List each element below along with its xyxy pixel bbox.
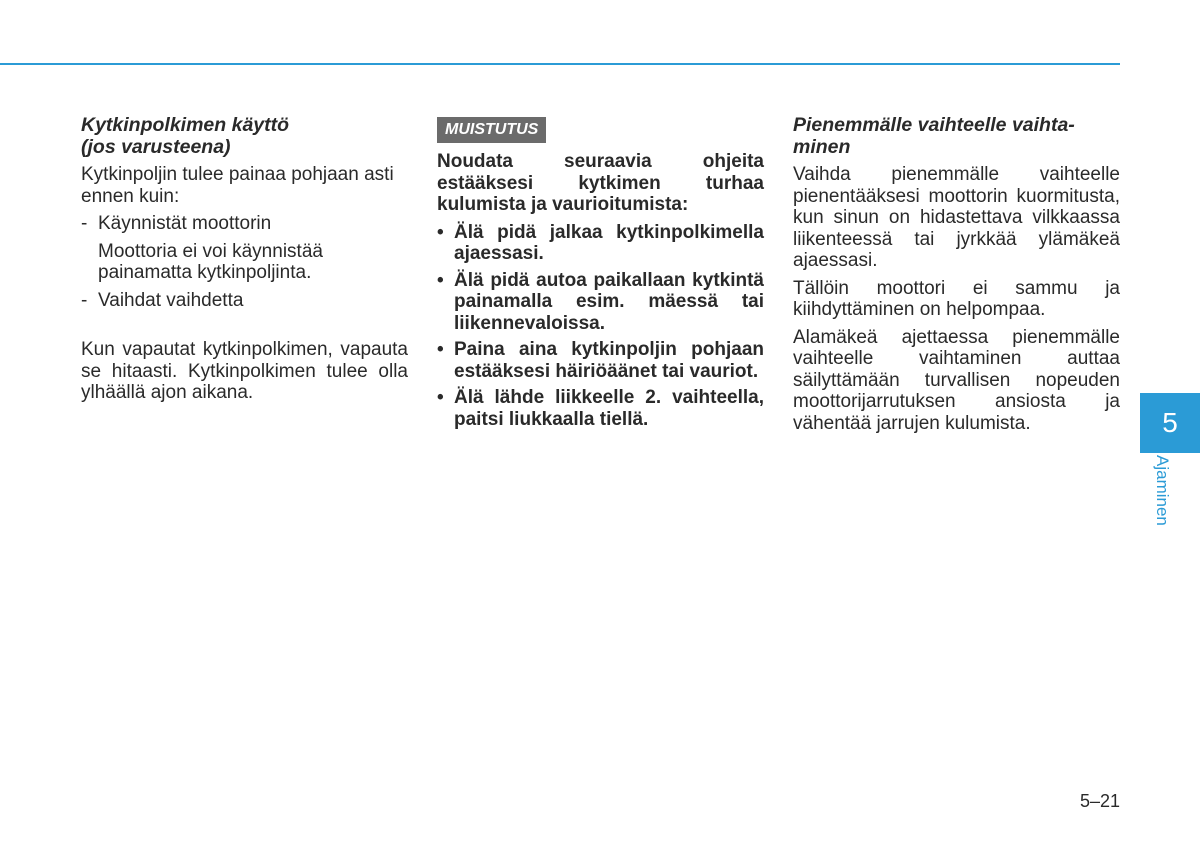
list-item (81, 213, 408, 284)
caution-bullet-list (437, 222, 764, 431)
list-item (81, 290, 408, 312)
section-heading-clutch (81, 115, 408, 158)
page-number: 5–21 (1080, 791, 1121, 811)
dash-mark: - (81, 289, 88, 311)
bullet-text: Älä pidä jalkaa kytkinpolkimella ajaessasi. (454, 221, 764, 264)
caution-badge: MUISTUTUS (437, 117, 546, 143)
column-downshift (793, 115, 1120, 440)
chapter-label: Ajaminen (1153, 455, 1172, 526)
heading-line: Kytkinpolkimen käyttö (81, 114, 290, 136)
paragraph: Alamäkeä ajettaessa pienemmälle vaihteelle vaihtaminen auttaa säilyttämään turvallisen nopeuden moottorijarrutuksen ansiosta ja vähentää jarrujen kulumista. (793, 326, 1120, 434)
paragraph: Tällöin moottori ei sammu ja kiihdyttäminen on helpompaa. (793, 277, 1120, 320)
dash-mark: - (81, 213, 88, 234)
bullet-icon: • (437, 221, 444, 243)
bullet-text: Älä lähde liikkeelle 2. vaihteella, paitsi liukkaalla tiellä. (454, 387, 764, 430)
bullet-icon: • (437, 339, 444, 360)
list-item-text: Käynnistät moottorin (98, 213, 272, 234)
caution-intro: Noudata seuraavia ohjeita estääksesi kytkimen turhaa kulumista ja vaurioitumista: (437, 151, 764, 215)
list-item-subtext: Moottoria ei voi käynnistää painamatta kytkinpoljinta. (98, 240, 323, 283)
paragraph: Vaihda pienemmälle vaihteelle pienentääksesi moottorin kuormitusta, kun sinun on hidastettava vilkkaassa liikenteessä tai jyrkkää ylämäkeä ajaessasi. (793, 164, 1120, 271)
top-rule (0, 63, 1120, 65)
column-clutch-use (81, 115, 408, 410)
bullet-item (437, 339, 764, 382)
bullet-icon: • (437, 269, 444, 291)
heading-line: (jos varusteena) (81, 135, 231, 158)
list-item-text: Vaihdat vaihdetta (98, 289, 244, 311)
bullet-item (437, 387, 764, 430)
bullet-text: Älä pidä autoa paikallaan kytkintä painamalla esim. mäessä tai liikennevaloissa. (454, 269, 764, 334)
closing-text: Kun vapautat kytkinpolkimen, vapauta se hitaasti. Kytkinpolkimen tulee olla ylhäällä ajon aikana. (81, 339, 408, 403)
intro-text: Kytkinpoljin tulee painaa pohjaan asti ennen kuin: (81, 164, 394, 207)
bullet-item (437, 222, 764, 265)
bullet-item (437, 270, 764, 335)
dash-list (81, 213, 408, 311)
chapter-tab: 5 (1140, 393, 1200, 453)
heading-line: Pienemmälle vaihteelle vaihta- (793, 114, 1075, 136)
bullet-icon: • (437, 387, 444, 408)
bullet-text: Paina aina kytkinpoljin pohjaan estääksesi häiriöäänet tai vauriot. (454, 339, 764, 382)
column-caution (437, 115, 764, 435)
section-heading-downshift (793, 115, 1120, 158)
heading-line: minen (793, 135, 851, 158)
